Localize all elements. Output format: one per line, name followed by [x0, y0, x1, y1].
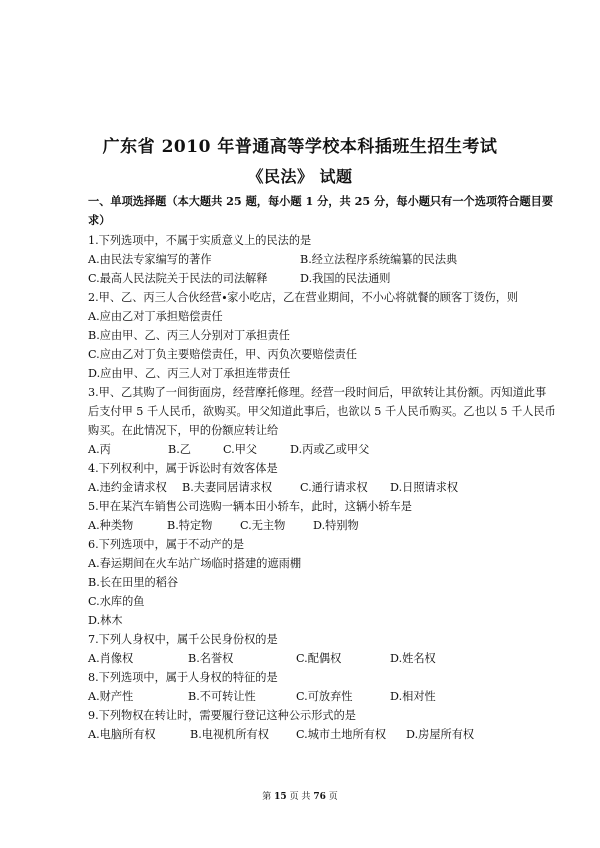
q4-option-a: A.违约金请求权 — [88, 481, 167, 494]
q2-option-c: C.应由乙对丁负主要赔偿责任，甲、丙负次要赔偿责任 — [88, 348, 358, 361]
question-6-stem: 6.下列选项中，属于不动产的是 — [88, 538, 245, 551]
question-7-stem: 7.下列人身权中，属千公民身份权的是 — [88, 633, 278, 646]
section-heading: 一、单项选择题（本大题共 25 题，每小题 1 分，共 25 分，每小题只有一个选项符合题目要 — [88, 194, 554, 208]
q3-option-d: D.丙或乙或甲父 — [290, 443, 370, 456]
q8-option-d: D.相对性 — [390, 690, 436, 703]
q5-option-c: C.无主物 — [240, 519, 286, 532]
section-heading-cont: 求） — [88, 213, 111, 227]
q6-option-b: B.长在田里的稻谷 — [88, 576, 179, 589]
q2-option-d: D.应由甲、乙、丙三人对丁承担连带责任 — [88, 367, 291, 380]
footer-page-number: 15 — [274, 792, 287, 802]
q8-option-a: A.财产性 — [88, 690, 134, 703]
footer-prefix: 第 — [262, 792, 272, 802]
footer-total-pages: 76 — [313, 792, 326, 802]
q7-option-a: A.肖像权 — [88, 652, 134, 665]
q9-option-a: A.电脑所有权 — [88, 728, 156, 741]
q4-option-c: C.通行请求权 — [300, 481, 368, 494]
q4-option-b: B.夫妻同居请求权 — [182, 481, 273, 494]
footer-middle: 页 共 — [289, 792, 311, 802]
q5-option-d: D.特别物 — [313, 519, 359, 532]
q5-option-b: B.特定物 — [167, 519, 213, 532]
question-5-stem: 5.甲在某汽车销售公司选购一辆本田小轿车，此时，这辆小轿车是 — [88, 500, 412, 513]
q1-option-d: D.我国的民法通则 — [300, 272, 391, 285]
q2-option-a: A.应由乙对丁承担赔偿责任 — [88, 310, 223, 323]
footer-suffix: 页 — [328, 792, 338, 802]
q1-option-c: C.最高人民法院关于民法的司法解释 — [88, 272, 268, 285]
q2-option-b: B.应由甲、乙、丙三人分别对丁承担责任 — [88, 329, 290, 342]
q9-option-c: C.城市土地所有权 — [296, 728, 387, 741]
question-3-stem-2: 后支付甲 5 千人民币，欲购买。甲父知道此事后，也欲以 5 千人民币购买。乙也以 5 千人民币 — [88, 405, 556, 418]
exam-subtitle: 《民法》 试题 — [247, 167, 353, 186]
q7-option-d: D.姓名权 — [390, 652, 436, 665]
exam-title: 广东省 2010 年普通高等学校本科插班生招生考试 — [102, 137, 498, 157]
question-1-stem: 1.下列选项中，不属于实质意义上的民法的是 — [88, 234, 312, 247]
q7-option-c: C.配偶权 — [296, 652, 342, 665]
q3-option-c: C.甲父 — [223, 443, 258, 456]
question-9-stem: 9.下列物权在转让时，需要履行登记这种公示形式的是 — [88, 709, 356, 722]
q3-option-b: B.乙 — [168, 443, 191, 456]
q1-option-b: B.经立法程序系统编纂的民法典 — [300, 253, 458, 266]
q6-option-a: A.春运期间在火车站广场临时搭建的遮雨棚 — [88, 557, 302, 570]
q1-option-a: A.由民法专家编写的著作 — [88, 253, 212, 266]
q6-option-c: C.水库的鱼 — [88, 595, 145, 608]
q6-option-d: D.林木 — [88, 614, 123, 627]
question-2-stem: 2.甲、乙、丙三人合伙经营∙家小吃店，乙在营业期间，不小心将就餐的顾客丁烫伤，则 — [88, 291, 519, 304]
q8-option-c: C.可放弃性 — [296, 690, 353, 703]
question-4-stem: 4.下列权利中，属于诉讼时有效客体是 — [88, 462, 278, 475]
page-footer — [0, 789, 600, 802]
q3-option-a: A.丙 — [88, 443, 111, 456]
question-3-stem-1: 3.甲、乙其购了一间街面房，经营摩托修理。经营一段时间后，甲欲转让其份额。丙知道此事 — [88, 386, 547, 399]
q4-option-d: D.日照请求权 — [390, 481, 459, 494]
q5-option-a: A.种类物 — [88, 519, 134, 532]
question-3-stem-3: 购买。在此情况下，甲的份额应转让给 — [88, 424, 279, 437]
q8-option-b: B.不可转让性 — [188, 690, 256, 703]
q9-option-b: B.电视机所有权 — [190, 728, 269, 741]
question-8-stem: 8.下列选项中，属于人身权的特征的是 — [88, 671, 278, 684]
q9-option-d: D.房屋所有权 — [406, 728, 475, 741]
q7-option-b: B.名誉权 — [188, 652, 234, 665]
